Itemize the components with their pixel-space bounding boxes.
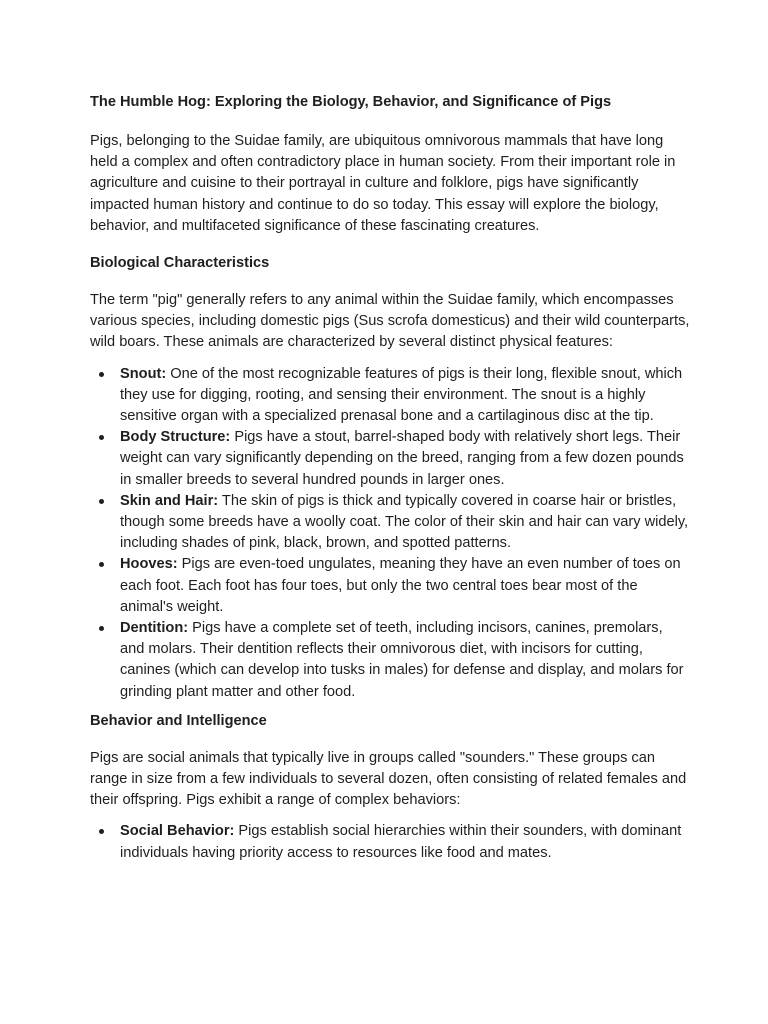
section-heading-biology: Biological Characteristics <box>90 255 270 272</box>
list-item <box>90 427 690 491</box>
biology-paragraph: The term "pig" generally refers to any animal within the Suidae family, which encompasses various species, including domestic pigs (Sus scrofa domesticus) and their wild counterparts, wild boars. These animals are characterized by several distinct physical features: <box>90 292 690 351</box>
list-item <box>90 491 690 555</box>
bullet-label: Hooves: <box>120 556 178 573</box>
bullet-label: Snout: <box>120 365 167 382</box>
list-item <box>90 618 690 703</box>
list-item <box>90 821 690 863</box>
bullet-text: One of the most recognizable features of pigs is their long, flexible snout, which they use for digging, rooting, and sensing their environment. The snout is a highly sensitive organ with a specialized prenasal bone and a cartilaginous disc at the tip. <box>120 365 683 425</box>
intro-paragraph: Pigs, belonging to the Suidae family, are ubiquitous omnivorous mammals that have long held a complex and often contradictory place in human society. From their important role in agriculture and cuisine to their portrayal in culture and folklore, pigs have significantly impacted human history and continue to do so today. This essay will explore the biology, behavior, and multifaceted significance of these fascinating creatures. <box>90 133 676 234</box>
bullet-label: Social Behavior: <box>120 823 235 840</box>
bullet-text: Pigs have a complete set of teeth, including incisors, canines, premolars, and molars. Their dentition reflects their omnivorous diet, with incisors for cutting, canines (which can develop into tusks in males) for defense and display, and molars for grinding plant matter and other food. <box>120 620 684 700</box>
bullet-icon <box>99 829 104 834</box>
bullet-label: Skin and Hair: <box>120 492 219 509</box>
bullet-label: Body Structure: <box>120 429 231 446</box>
list-item <box>90 364 690 428</box>
bullet-icon <box>99 435 104 440</box>
bullet-label: Dentition: <box>120 620 189 637</box>
bullet-icon <box>99 626 104 631</box>
section-heading-behavior: Behavior and Intelligence <box>90 712 267 729</box>
bullet-icon <box>99 562 104 567</box>
bullet-icon <box>99 499 104 504</box>
bullet-text: Pigs establish social hierarchies within their sounders, with dominant individuals having priority access to resources like food and mates. <box>120 823 682 861</box>
bullet-text: The skin of pigs is thick and typically covered in coarse hair or bristles, though some breeds have a woolly coat. The color of their skin and hair can vary widely, including shades of pink, black, brown, and spotted patterns. <box>120 492 689 552</box>
document-page <box>90 92 690 872</box>
biology-bullet-list <box>90 364 690 703</box>
bullet-text: Pigs are even-toed ungulates, meaning they have an even number of toes on each foot. Each foot has four toes, but only the two central toes bear most of the animal's weight. <box>120 556 681 615</box>
list-item <box>90 554 690 618</box>
behavior-paragraph: Pigs are social animals that typically live in groups called "sounders." These groups can range in size from a few individuals to several dozen, often consisting of related females and their offspring. Pigs exhibit a range of complex behaviors: <box>90 749 687 809</box>
behavior-bullet-list <box>90 821 690 863</box>
bullet-text: Pigs have a stout, barrel-shaped body with relatively short legs. Their weight can vary significantly depending on the breed, ranging from a few dozen pounds in smaller breeds to several hundred pounds in larger ones. <box>120 429 684 488</box>
document-title: The Humble Hog: Exploring the Biology, Behavior, and Significance of Pigs <box>90 94 612 110</box>
bullet-icon <box>99 372 104 377</box>
